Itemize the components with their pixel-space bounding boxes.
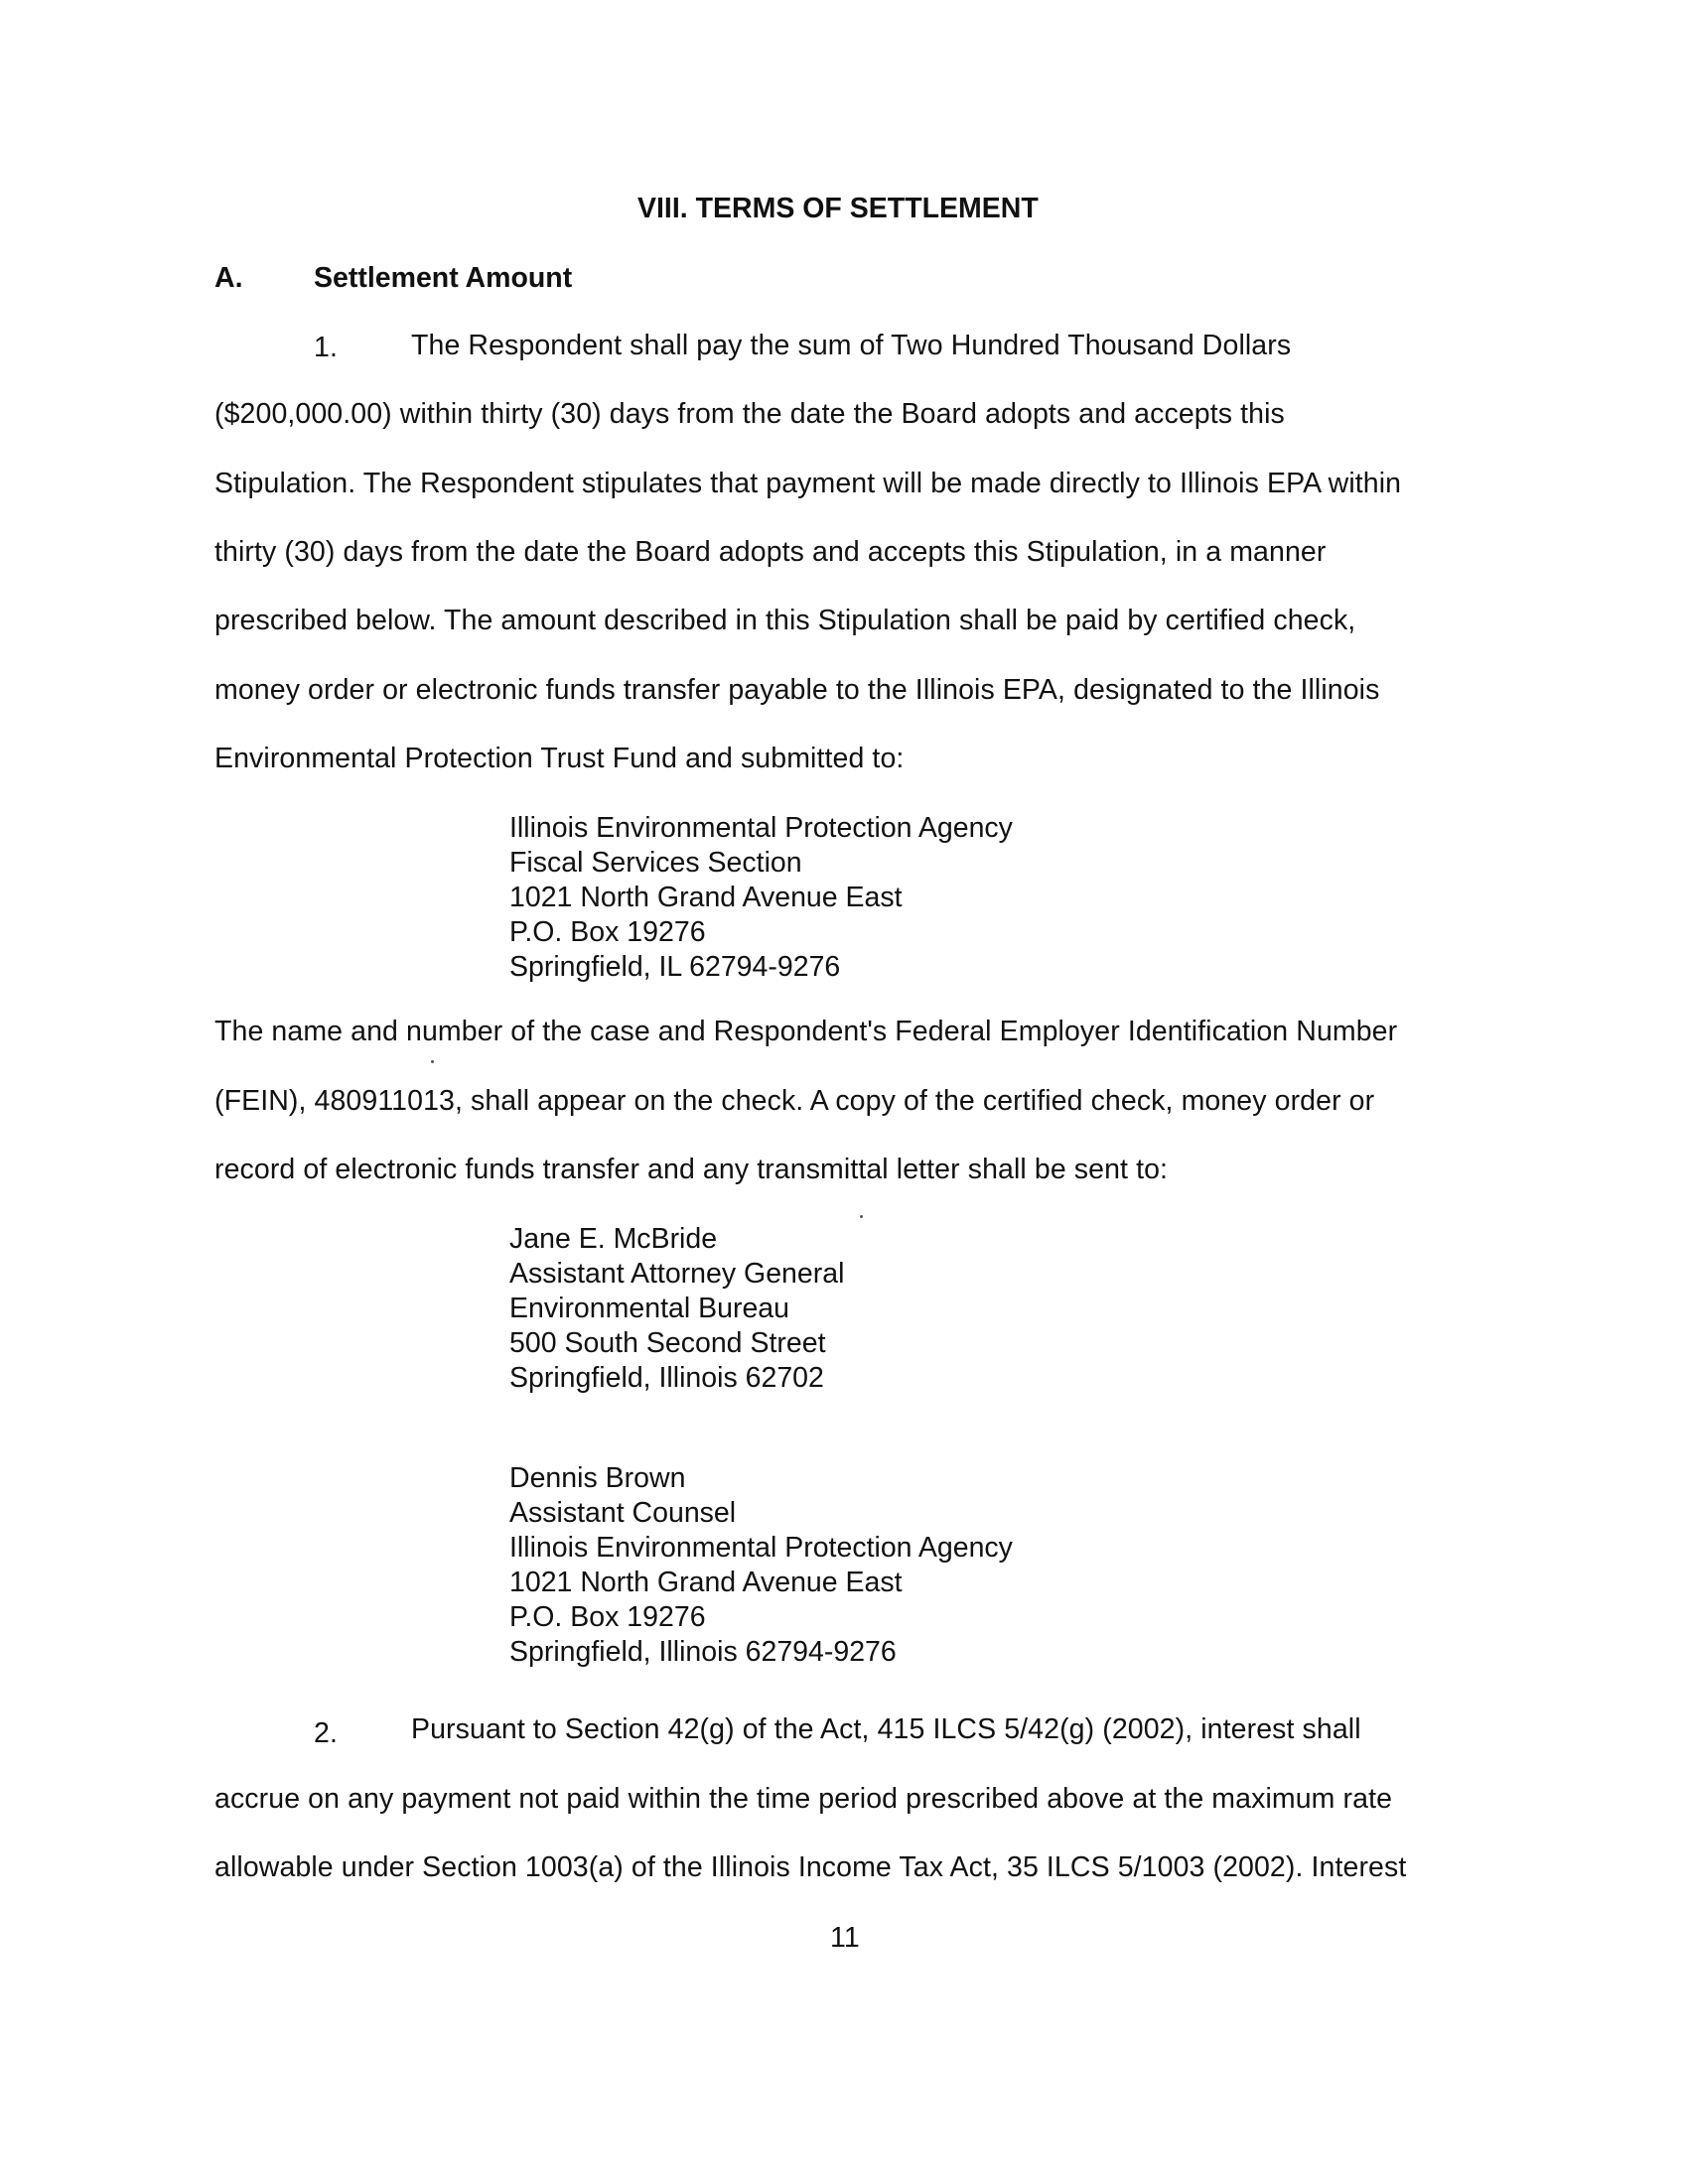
paragraph-1-line: money order or electronic funds transfer payable to the Illinois EPA, designated to the Illinois	[214, 674, 1380, 706]
paragraph-1-continued-line: The name and number of the case and Respondent's Federal Employer Identification Number	[214, 1016, 1398, 1047]
address-line: Illinois Environmental Protection Agency	[509, 1532, 1013, 1564]
address-line: Springfield, IL 62794-9276	[509, 951, 841, 983]
paragraph-2-line: Pursuant to Section 42(g) of the Act, 415 ILCS 5/42(g) (2002), interest shall	[411, 1713, 1361, 1745]
address-line: Fiscal Services Section	[509, 847, 802, 879]
address-line: Illinois Environmental Protection Agency	[509, 812, 1013, 844]
address-line: P.O. Box 19276	[509, 916, 706, 948]
address-line: 500 South Second Street	[509, 1327, 826, 1359]
address-counsel	[509, 1461, 1013, 1670]
paragraph-2-line: accrue on any payment not paid within the time period prescribed above at the maximum rate	[214, 1783, 1393, 1815]
page-number: 11	[830, 1922, 860, 1954]
paragraph-1-continued-line: (FEIN), 480911013, shall appear on the check. A copy of the certified check, money order or	[214, 1085, 1375, 1117]
scan-speck	[860, 1215, 863, 1218]
paragraph-2-line: allowable under Section 1003(a) of the Illinois Income Tax Act, 35 ILCS 5/1003 (2002). Interest	[214, 1851, 1407, 1883]
address-line: Springfield, Illinois 62794-9276	[509, 1636, 897, 1668]
address-line: Environmental Bureau	[509, 1293, 789, 1324]
paragraph-1-line: prescribed below. The amount described in this Stipulation shall be paid by certified check,	[214, 605, 1356, 636]
address-line: Jane E. McBride	[509, 1223, 718, 1255]
paragraph-1-line: The Respondent shall pay the sum of Two Hundred Thousand Dollars	[411, 330, 1292, 361]
paragraph-1-line: ($200,000.00) within thirty (30) days from the date the Board adopts and accepts this	[214, 398, 1285, 430]
address-epa-fiscal	[509, 811, 1013, 985]
scan-speck	[431, 1060, 434, 1063]
address-line: Assistant Counsel	[509, 1497, 737, 1529]
paragraph-1-line: thirty (30) days from the date the Board adopts and accepts this Stipulation, in a manner	[214, 536, 1327, 568]
section-title: VIII. TERMS OF SETTLEMENT	[637, 193, 1039, 224]
address-attorney-general	[509, 1222, 844, 1396]
subsection-title: Settlement Amount	[314, 262, 573, 294]
subsection-letter: A.	[214, 262, 243, 294]
paragraph-1-line: Stipulation. The Respondent stipulates that payment will be made directly to Illinois EPA within	[214, 468, 1402, 499]
address-line: Dennis Brown	[509, 1462, 686, 1494]
paragraph-1-continued-line: record of electronic funds transfer and any transmittal letter shall be sent to:	[214, 1154, 1169, 1185]
address-line: P.O. Box 19276	[509, 1601, 706, 1633]
address-line: 1021 North Grand Avenue East	[509, 882, 903, 913]
paragraph-1-number: 1.	[314, 332, 338, 363]
address-line: 1021 North Grand Avenue East	[509, 1567, 903, 1598]
paragraph-2-number: 2.	[314, 1717, 338, 1749]
paragraph-1-line: Environmental Protection Trust Fund and submitted to:	[214, 743, 905, 774]
address-line: Springfield, Illinois 62702	[509, 1362, 824, 1394]
address-line: Assistant Attorney General	[509, 1258, 845, 1290]
